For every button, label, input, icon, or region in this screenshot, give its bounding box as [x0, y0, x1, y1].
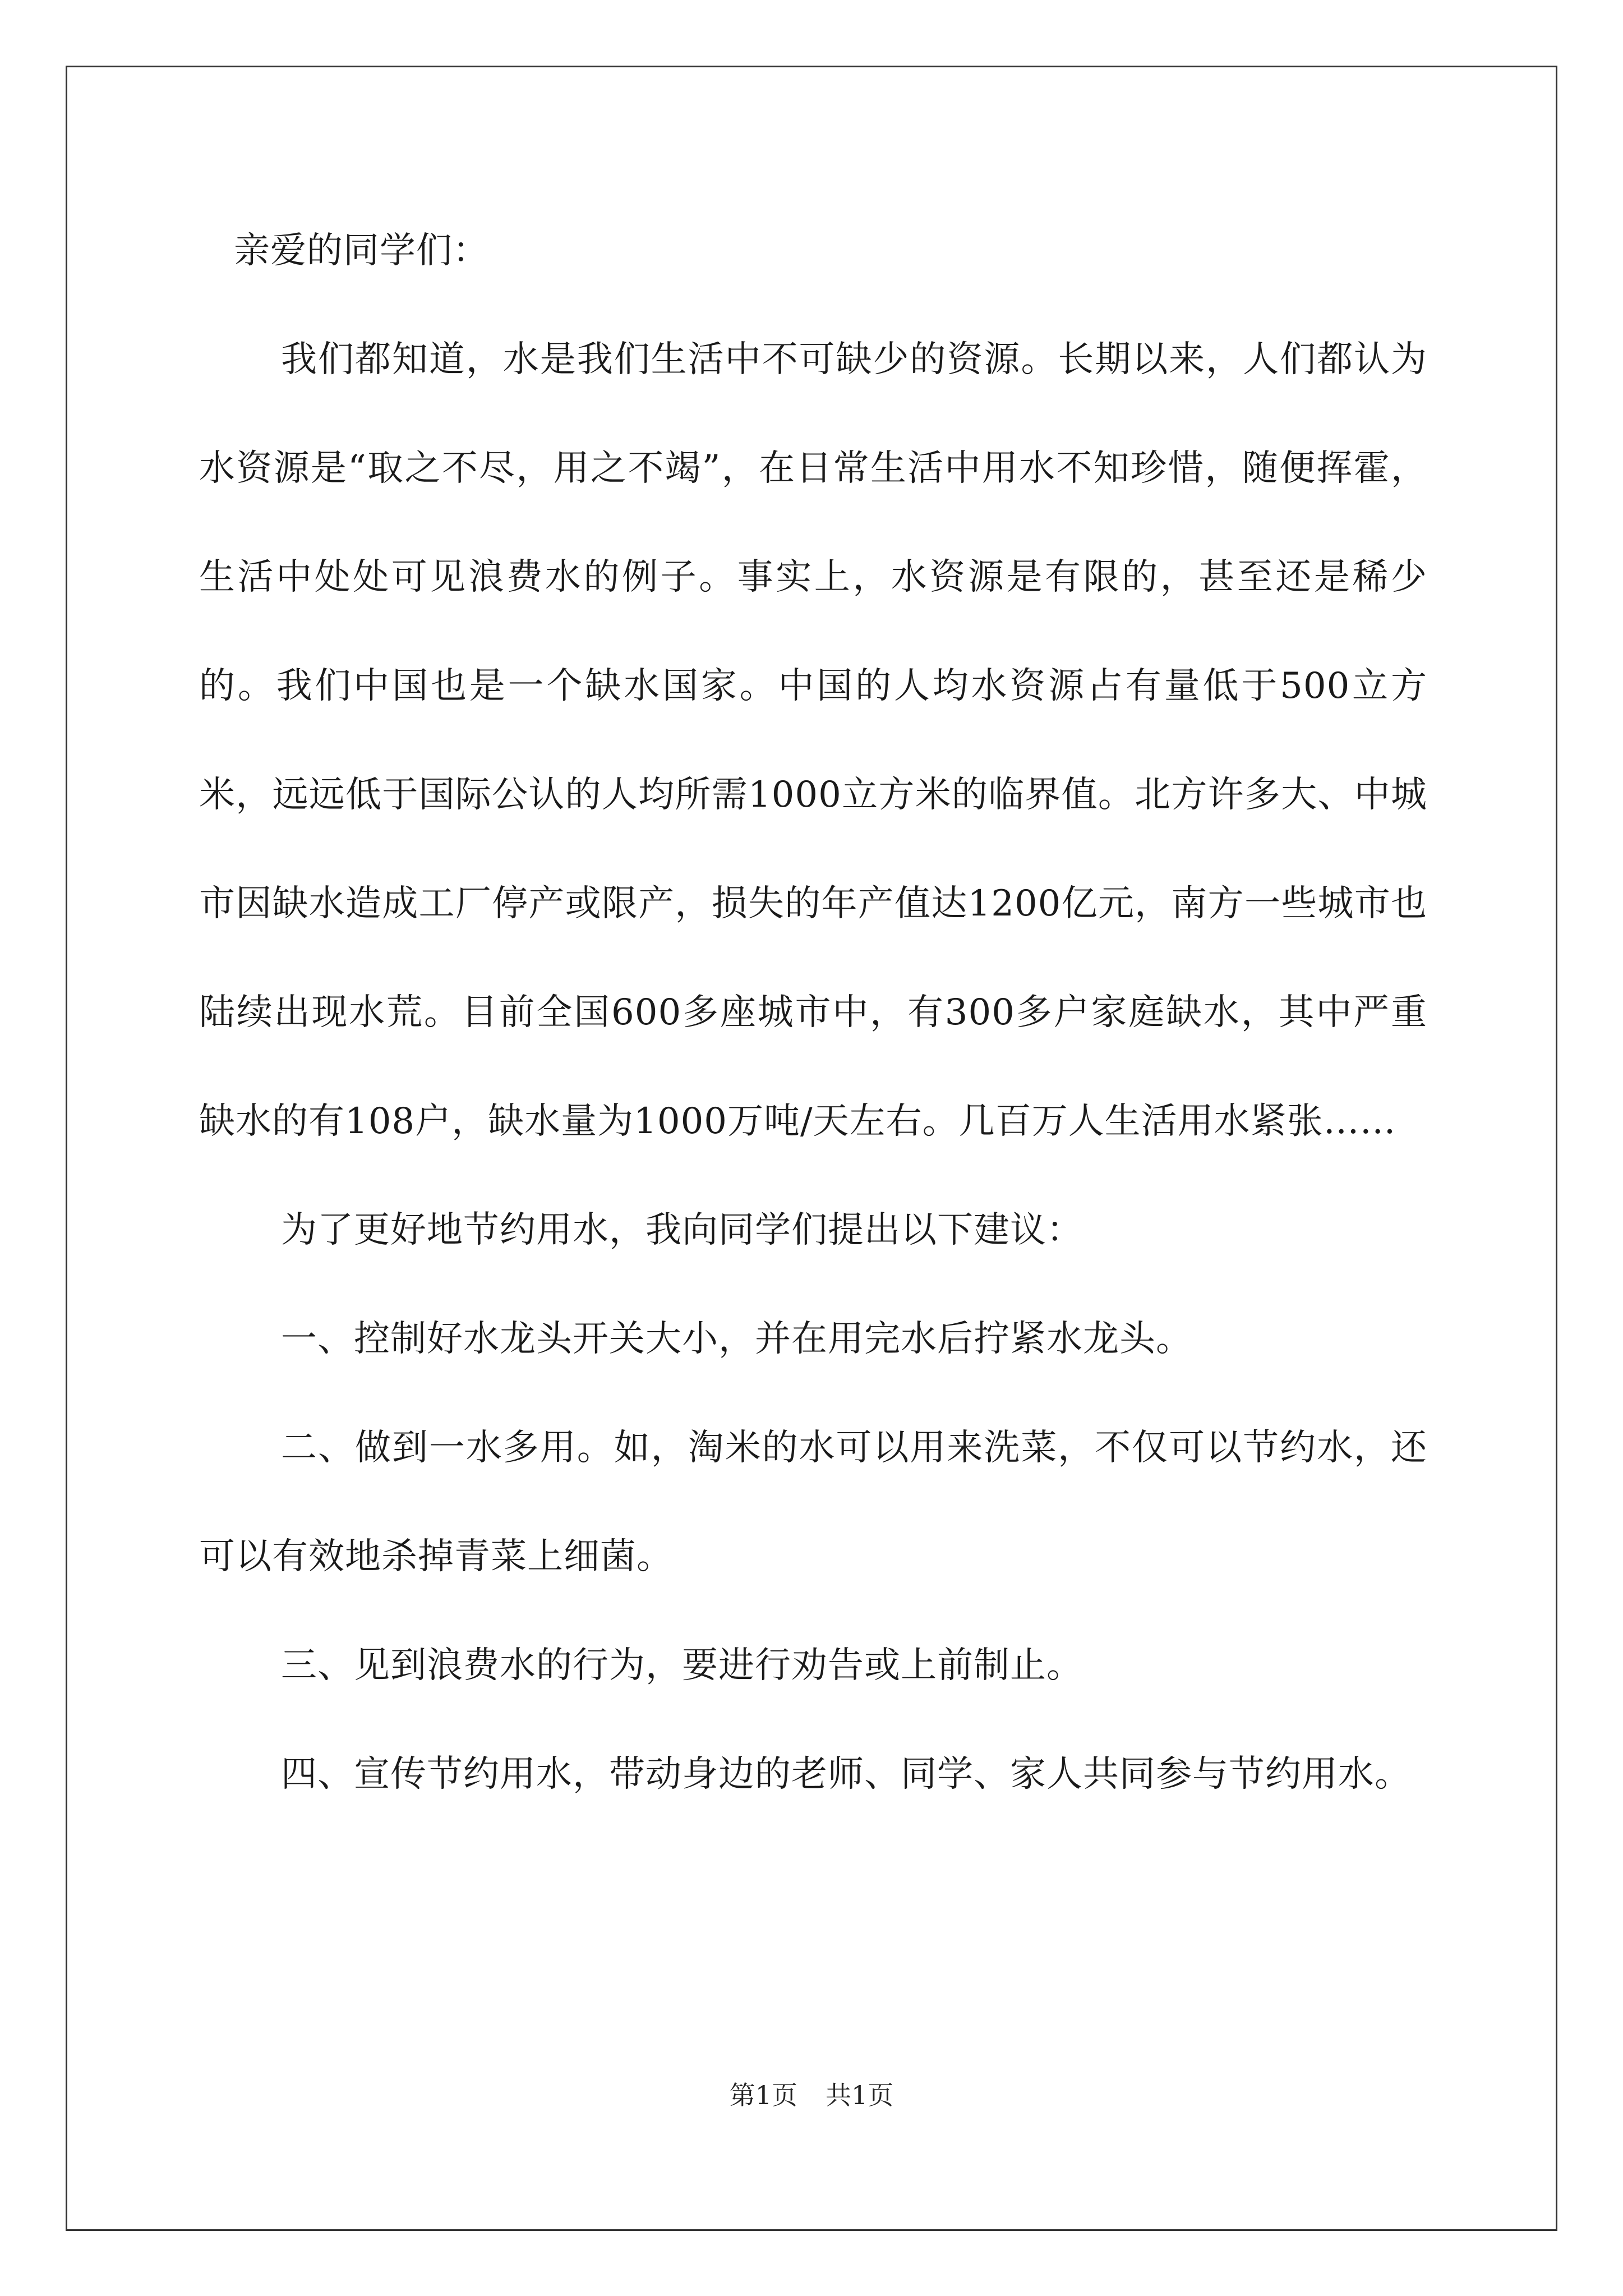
paragraph-intro: 我们都知道，水是我们生活中不可缺少的资源。长期以来，人们都认为水资源是“取之不尽，用之不竭”，在日常生活中用水不知珍惜，随便挥霍，生活中处处可见浪费水的例子。事实上，水资源是有限的，甚至还是稀少的。我们中国也是一个缺水国家。中国的人均水资源占有量低于500立方米，远远低于国际公认的人均所需1000立方米的临界值。北方许多大、中城市因缺水造成工厂停产或限产，损失的年产值达1200亿元，南方一些城市也陆续出现水荒。目前全国600多座城市中，有300多户家庭缺水，其中严重缺水的有108户，缺水量为1000万吨/天左右。几百万人生活用水紧张……	[199, 339, 1427, 1142]
page-footer	[0, 2078, 1623, 2112]
document-body	[199, 196, 1427, 1829]
salutation: 亲爱的同学们：	[234, 230, 489, 272]
suggestion-1: 一、控制好水龙头开关大小，并在用完水后拧紧水龙头。	[281, 1318, 1192, 1360]
suggestion-4: 四、宣传节约用水，带动身边的老师、同学、家人共同参与节约用水。	[281, 1754, 1411, 1795]
page-number: 第1页	[729, 2080, 797, 2110]
page-count: 共1页	[826, 2080, 894, 2110]
paragraph-proposal: 为了更好地节约用水，我向同学们提出以下建议：	[281, 1209, 1083, 1251]
suggestion-2: 二、做到一水多用。如，淘米的水可以用来洗菜，不仅可以节约水，还可以有效地杀掉青菜上细菌。	[199, 1427, 1427, 1577]
suggestion-3: 三、见到浪费水的行为，要进行劝告或上前制止。	[281, 1645, 1083, 1686]
